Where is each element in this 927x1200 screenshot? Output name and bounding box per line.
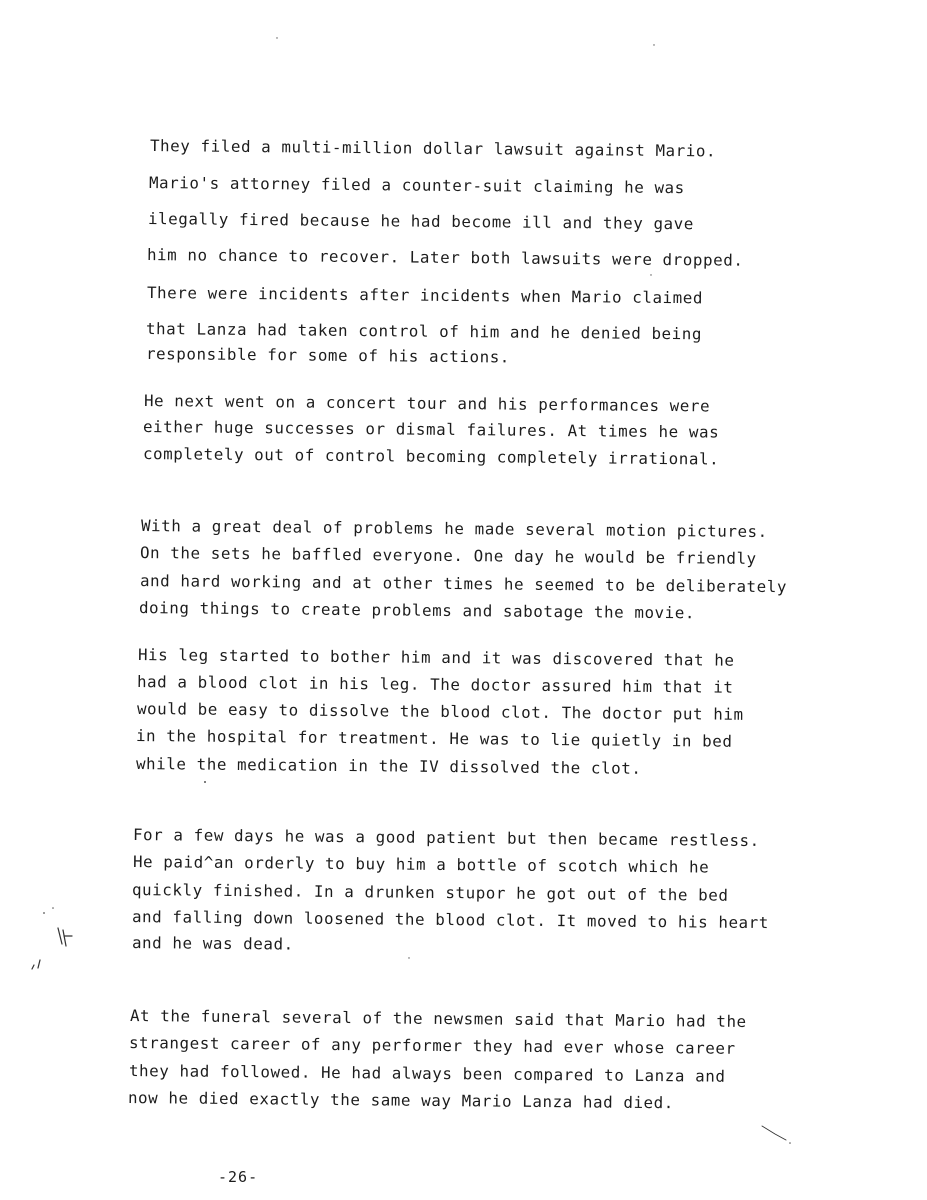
text-line: For a few days he was a good patient but then became restless. bbox=[132, 825, 760, 851]
text-line: and hard working and at other times he seemed to be deliberately bbox=[139, 571, 788, 597]
text-line: that Lanza had taken control of him and he denied being bbox=[145, 319, 703, 344]
text-line: ilegally fired because he had become ill and they gave bbox=[147, 209, 695, 234]
text-line: responsible for some of his actions. bbox=[145, 344, 511, 367]
text-line: He next went on a concert tour and his performances were bbox=[143, 391, 711, 416]
text-line: There were incidents after incidents when Mario claimed bbox=[146, 283, 704, 308]
text-line: On the sets he baffled everyone. One day he would be friendly bbox=[139, 543, 757, 568]
text-line: and falling down loosened the blood clot. It moved to his heart bbox=[131, 907, 770, 933]
text-line: quickly finished. In a drunken stupor he got out of the bed bbox=[131, 880, 729, 905]
text-line: either huge successes or dismal failures. At times he was bbox=[142, 417, 720, 442]
text-line: and he was dead. bbox=[131, 933, 294, 954]
text-line: in the hospital for treatment. He was to lie quietly in bed bbox=[135, 726, 733, 751]
text-line: With a great deal of problems he made several motion pictures. bbox=[140, 516, 768, 542]
text-line: would be easy to dissolve the blood clot. The doctor put him bbox=[136, 699, 744, 724]
text-line: completely out of control becoming completely irrational. bbox=[142, 444, 720, 469]
text-line: At the funeral several of the newsmen said that Mario had the bbox=[129, 1006, 747, 1031]
text-line: doing things to create problems and sabotage the movie. bbox=[138, 598, 696, 623]
page-number: -26- bbox=[218, 1168, 259, 1186]
text-line: now he died exactly the same way Mario Lanza had died. bbox=[127, 1088, 675, 1113]
text-line: him no chance to recover. Later both lawsuits were dropped. bbox=[146, 245, 744, 270]
text-line: they had followed. He had always been compared to Lanza and bbox=[128, 1061, 726, 1086]
text-line: while the medication in the IV dissolved the clot. bbox=[135, 754, 642, 778]
text-line: Mario's attorney filed a counter-suit claiming he was bbox=[148, 173, 685, 198]
text-line: strangest career of any performer they had ever whose career bbox=[128, 1033, 736, 1058]
text-line: had a blood clot in his leg. The doctor assured him that it bbox=[136, 672, 734, 697]
text-line: He paid^an orderly to buy him a bottle of scotch which he bbox=[132, 852, 710, 877]
text-line: His leg started to bother him and it was discovered that he bbox=[137, 645, 735, 670]
text-line: They filed a multi-million dollar lawsuit against Mario. bbox=[149, 136, 717, 161]
